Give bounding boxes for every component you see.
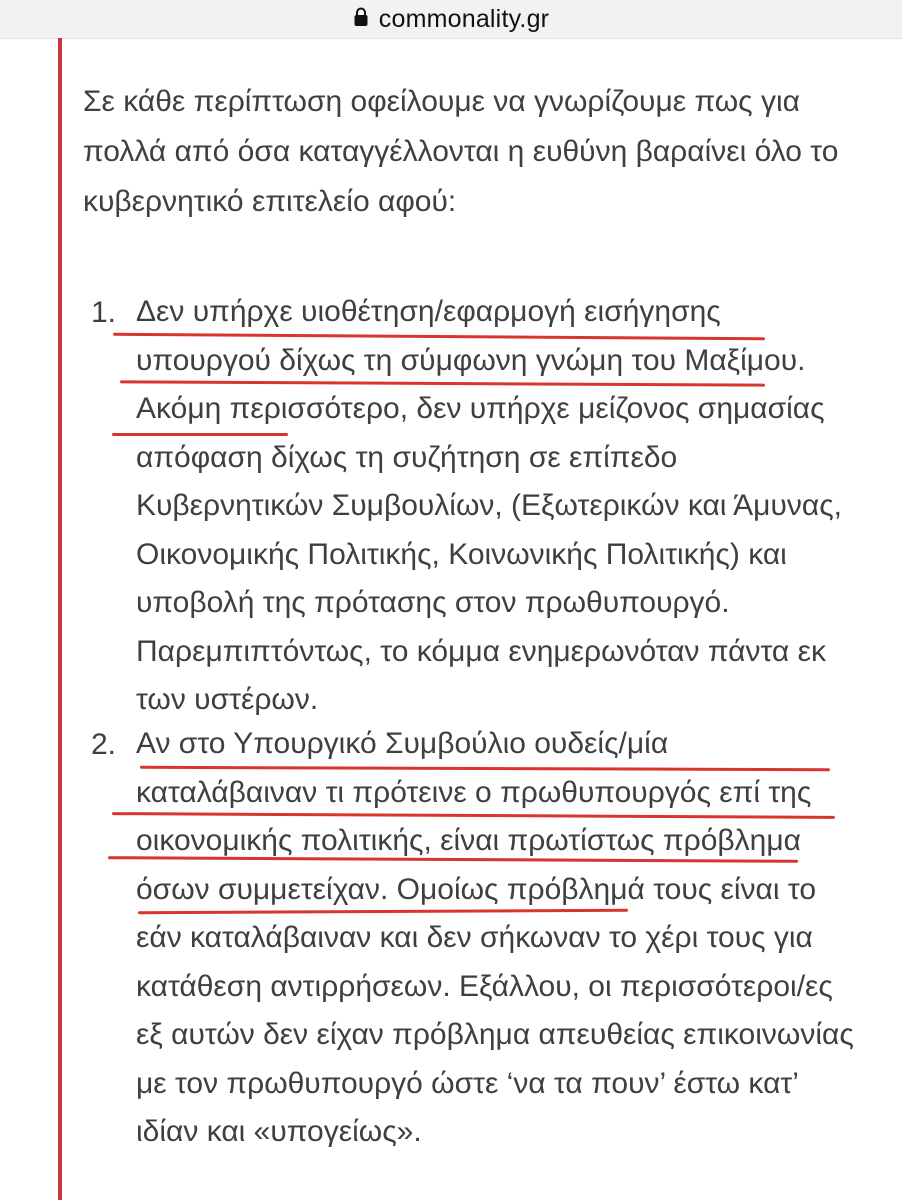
list-item-text: Αν στο Υπουργικό Συμβούλιο ουδείς/μία καταλάβαιναν τι πρότεινε ο πρωθυπουργός επί της οικονομικής πολιτικής, είναι πρωτίστως πρόβλημα όσων συμμετείχαν. Ομοίως πρόβλημά τους είναι το εάν καταλάβαιναν και δεν σήκωναν το χέρι τους για κατάθεση αντιρρήσεων. Εξάλλου, οι περισσότεροι/ες εξ αυτών δεν είχαν πρόβλημα απευθείας επικοινωνίας με τον πρωθυπουργό ώστε ‘να τα πουν’ έστω κατ’ ιδίαν και «υπογείως». [136, 727, 854, 1148]
list-number: 2. [91, 728, 117, 761]
site-domain: commonality.gr [378, 4, 550, 33]
list-number: 1. [91, 296, 117, 329]
red-underline [112, 433, 288, 436]
list-item-text: Δεν υπήρχε υιοθέτηση/εφαρμογή εισήγησης υπουργού δίχως τη σύμφωνη γνώμη του Μαξίμου. Ακόμη περισσότερο, δεν υπήρχε μείζονος σημασίας απόφαση δίχως τη συζήτηση σε επίπεδο Κυβερνητικών Συμβουλίων, (Εξωτερικών και Άμυνας, Οικονομικής Πολιτικής, Κοινωνικής Πολιτικής) και υποβολή της πρότασης στον πρωθυπουργό. Παρεμπιπτόντως, το κόμμα ενημερωνόταν πάντα εκ των υστέρων. [136, 295, 842, 716]
intro-paragraph: Σε κάθε περίπτωση οφείλουμε να γνωρίζουμε πως για πολλά από όσα καταγγέλλονται η ευθύνη βαραίνει όλο το κυβερνητικό επιτελείο αφού: [83, 85, 839, 218]
